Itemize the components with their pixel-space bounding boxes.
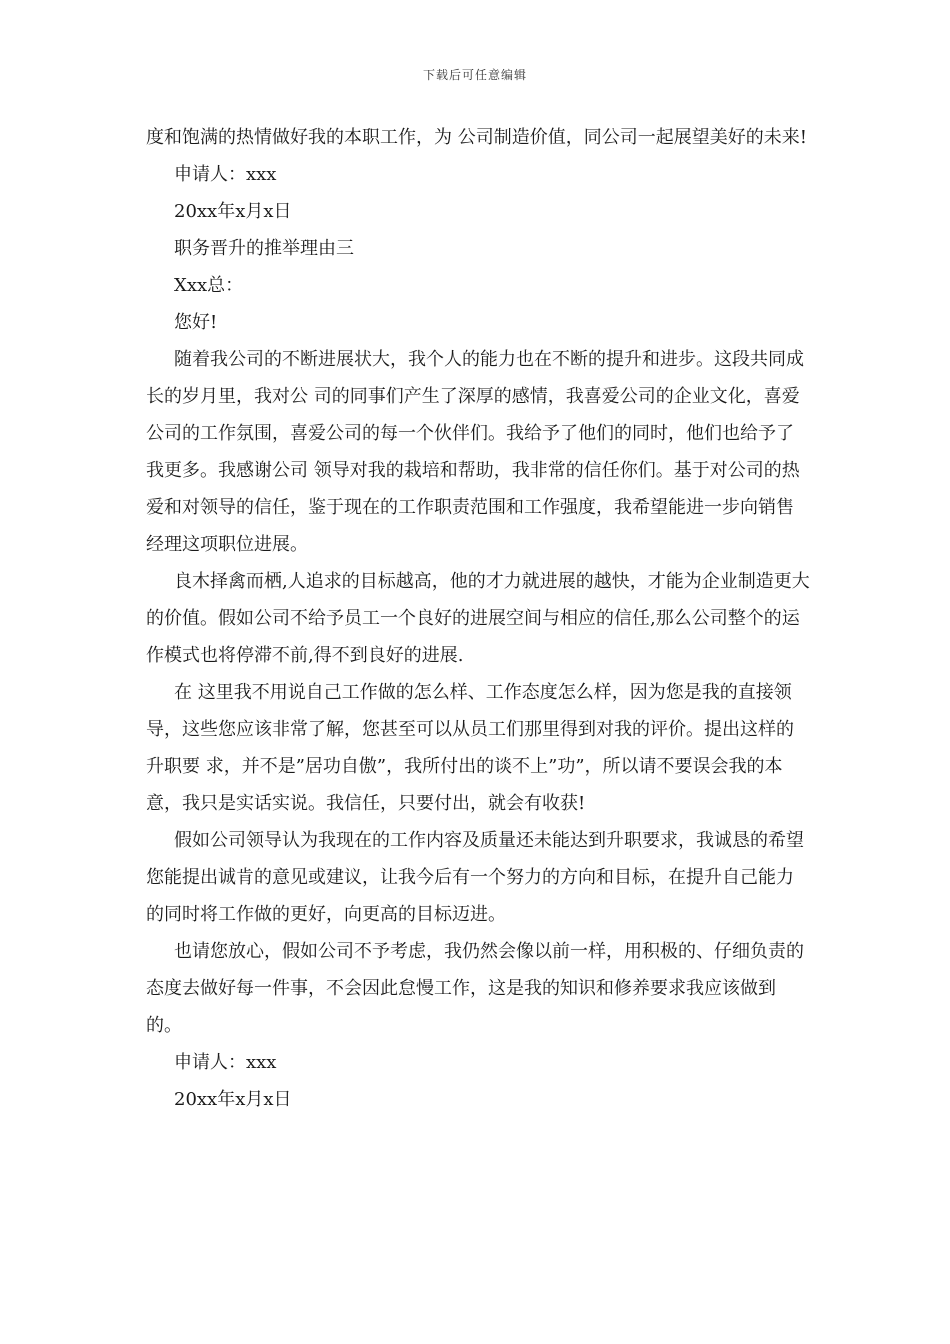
page-header-note: 下载后可任意编辑 (422, 68, 527, 82)
paragraph-goals: 良木择禽而栖,人追求的目标越高，他的才力就进展的越快，才能为企业制造更大的价值。假如公司不给予员工一个良好的进展空间与相应的信任,那么公司整个的运作模式也将停滞不前,得不到良好的进展. (146, 571, 810, 666)
applicant-signature: 申请人：xxx (174, 164, 277, 185)
document-body (146, 119, 810, 1118)
paragraph-performance: 在 这里我不用说自己工作做的怎么样、工作态度怎么样，因为您是我的直接领导，这些您应该非常了解，您甚至可以从员工们那里得到对我的评价。提出这样的升职要 求，并不是”居功自傲”，我所付出的谈不上”功”，所以请不要误会我的本意，我只是实话实说。我信任，只要付出，就会有收获! (146, 682, 794, 814)
greeting: 您好! (174, 312, 218, 333)
salutation: Xxx总： (174, 275, 244, 296)
signature-date: 20xx年x月x日 (174, 201, 292, 222)
applicant-signature-final: 申请人：xxx (174, 1052, 277, 1073)
paragraph-commitment: 也请您放心，假如公司不予考虑，我仍然会像以前一样，用积极的、仔细负责的态度去做好每一件事，不会因此怠慢工作，这是我的知识和修养要求我应该做到的。 (146, 941, 804, 1036)
paragraph-growth: 随着我公司的不断进展状大，我个人的能力也在不断的提升和进步。这段共同成长的岁月里，我对公 司的同事们产生了深厚的感情，我喜爱公司的企业文化，喜爱公司的工作氛围，喜爱公司的每一个伙伴们。我给予了他们的同时，他们也给予了我更多。我感谢公司 领导对我的栽培和帮助，我非常的信任你们。基于对公司的热爱和对领导的信任，鉴于现在的工作职责范围和工作强度，我希望能进一步向销售经理这项职位进展。 (146, 349, 804, 555)
section-title: 职务晋升的推举理由三 (174, 238, 354, 259)
paragraph-feedback: 假如公司领导认为我现在的工作内容及质量还未能达到升职要求，我诚恳的希望您能提出诚肯的意见或建议，让我今后有一个努力的方向和目标，在提升自己能力的同时将工作做的更好，向更高的目标迈进。 (146, 830, 804, 925)
paragraph-closing-continued: 度和饱满的热情做好我的本职工作，为 公司制造价值，同公司一起展望美好的未来! (146, 127, 807, 148)
signature-date-final: 20xx年x月x日 (174, 1089, 292, 1110)
